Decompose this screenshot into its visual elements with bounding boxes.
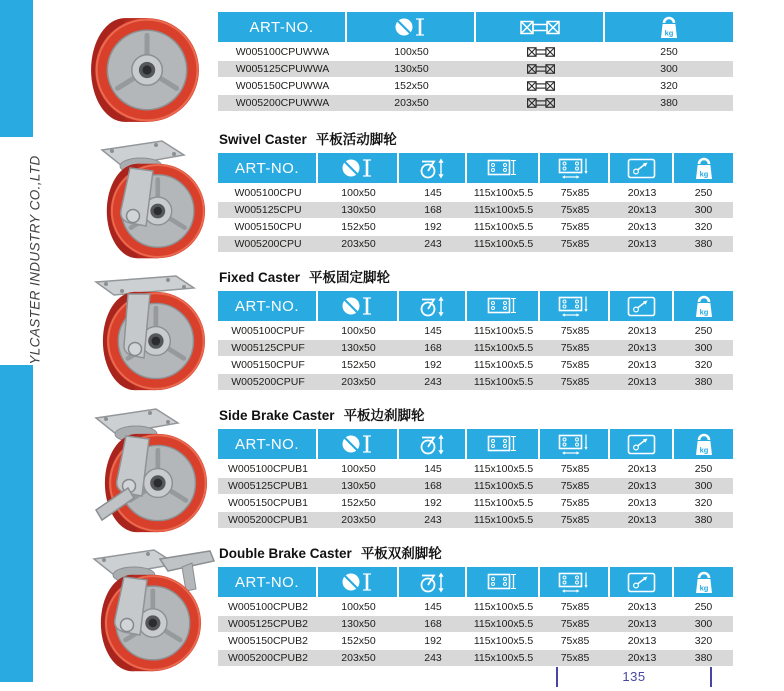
cell-value: 130x50 (318, 616, 399, 633)
section-title-en: Fixed Caster (219, 270, 301, 285)
product-images-column (82, 0, 218, 682)
cell-art-no: W005150CPUWWA (218, 78, 347, 95)
wheel-size-icon (318, 153, 399, 185)
cell-value: 20x13 (610, 633, 674, 650)
cell-value: 20x13 (610, 374, 674, 391)
swivel-caster-table (218, 153, 733, 253)
product-image-pu-wheel (91, 18, 199, 122)
section-side-brake-caster (218, 407, 733, 529)
cell-value: 145 (399, 461, 467, 478)
cell-value: 130x50 (347, 61, 476, 78)
mounting-height-icon (399, 567, 467, 599)
cell-value: 203x50 (318, 374, 399, 391)
cell-value: 20x13 (610, 202, 674, 219)
cell-art-no: W005200CPUWWA (218, 95, 347, 112)
cell-value: 203x50 (347, 95, 476, 112)
table-row (218, 374, 733, 391)
cell-value: 115x100x5.5 (467, 650, 540, 667)
cell-value: 115x100x5.5 (467, 185, 540, 202)
cell-art-no: W005125CPUF (218, 340, 318, 357)
bearing-icon (476, 12, 605, 44)
cell-value: 115x100x5.5 (467, 340, 540, 357)
table-row (218, 478, 733, 495)
cell-value: 20x13 (610, 599, 674, 616)
table-row (218, 61, 733, 78)
table-row (218, 357, 733, 374)
cell-art-no: W005125CPU (218, 202, 318, 219)
cell-art-no: W005150CPU (218, 219, 318, 236)
table-row (218, 512, 733, 529)
cell-value: 250 (674, 185, 733, 202)
cell-art-no: W005200CPUF (218, 374, 318, 391)
svg-text:kg: kg (699, 169, 708, 178)
wheel-size-icon (318, 429, 399, 461)
art-no-header: ART-NO. (218, 12, 347, 44)
dimension-value: 135 (622, 669, 646, 684)
cell-value: 75x85 (540, 461, 610, 478)
cell-value: 320 (605, 78, 733, 95)
cell-value: 20x13 (610, 461, 674, 478)
catalog-content (218, 0, 733, 682)
cell-value: 75x85 (540, 202, 610, 219)
cell-value: 320 (674, 495, 733, 512)
table-row (218, 323, 733, 340)
cell-value: 203x50 (318, 512, 399, 529)
wheel-size-icon (318, 567, 399, 599)
table-row (218, 616, 733, 633)
wheel-size-icon (318, 291, 399, 323)
cell-value: 243 (399, 374, 467, 391)
cell-value: 130x50 (318, 202, 399, 219)
bolt-hole-spacing-icon (540, 567, 610, 599)
cell-art-no: W005125CPUB1 (218, 478, 318, 495)
section-title-en: Side Brake Caster (219, 408, 335, 423)
cell-value: 320 (674, 357, 733, 374)
dimension-tick-left (556, 667, 558, 687)
table-row (218, 219, 733, 236)
cell-value: 250 (674, 599, 733, 616)
plate-size-icon (467, 153, 540, 185)
cell-value: 380 (674, 236, 733, 253)
cell-value: 75x85 (540, 512, 610, 529)
cell-value: 20x13 (610, 185, 674, 202)
cell-value: 115x100x5.5 (467, 599, 540, 616)
product-image-fixed-caster (96, 276, 205, 390)
cell-value: 152x50 (347, 78, 476, 95)
wheel-size-icon (347, 12, 476, 44)
svg-text:kg: kg (664, 28, 674, 37)
bolt-hole-size-icon (610, 567, 674, 599)
cell-value: 168 (399, 616, 467, 633)
cell-value: 115x100x5.5 (467, 202, 540, 219)
cell-value: 75x85 (540, 323, 610, 340)
cell-value: 75x85 (540, 374, 610, 391)
table-header-row (218, 153, 733, 185)
cell-value: 203x50 (318, 236, 399, 253)
cell-bearing-glyph (476, 78, 605, 95)
art-no-header: ART-NO. (218, 567, 318, 599)
cell-art-no: W005100CPUB2 (218, 599, 318, 616)
cell-value: 20x13 (610, 236, 674, 253)
plate-size-icon (467, 291, 540, 323)
cell-value: 250 (674, 323, 733, 340)
table-header-row (218, 12, 733, 44)
cell-value: 380 (674, 650, 733, 667)
section-title-zh: 平板边刹脚轮 (343, 408, 425, 424)
cell-value: 243 (399, 512, 467, 529)
section-fixed-caster (218, 269, 733, 391)
product-image-side-brake-caster (96, 409, 207, 532)
cell-value: 168 (399, 202, 467, 219)
art-no-header: ART-NO. (218, 291, 318, 323)
cell-art-no: W005100CPUWWA (218, 44, 347, 61)
plate-size-icon (467, 429, 540, 461)
section-title-en: Swivel Caster (219, 132, 307, 147)
bolt-hole-spacing-icon (540, 291, 610, 323)
load-capacity-kg-icon (674, 567, 733, 599)
cell-value: 320 (674, 219, 733, 236)
cell-value: 243 (399, 650, 467, 667)
cell-value: 115x100x5.5 (467, 616, 540, 633)
bearing-glyph (525, 46, 557, 58)
mounting-height-icon (399, 291, 467, 323)
cell-value: 100x50 (318, 185, 399, 202)
bearing-glyph (525, 80, 557, 92)
table-row (218, 340, 733, 357)
dimension-tick-right (710, 667, 712, 687)
cell-value: 100x50 (318, 461, 399, 478)
company-name-vertical: YLCASTER INDUSTRY CO.,LTD (27, 155, 43, 365)
wheel-table-block (218, 12, 733, 112)
cell-value: 130x50 (318, 478, 399, 495)
table-row (218, 650, 733, 667)
left-accent-bar-bottom (0, 365, 33, 682)
cell-value: 20x13 (610, 340, 674, 357)
cell-art-no: W005125CPUWWA (218, 61, 347, 78)
cell-value: 75x85 (540, 633, 610, 650)
cell-value: 380 (605, 95, 733, 112)
mounting-height-icon (399, 429, 467, 461)
left-accent-bar-top (0, 0, 33, 137)
bolt-hole-spacing-icon (540, 153, 610, 185)
bolt-hole-size-icon (610, 429, 674, 461)
cell-value: 115x100x5.5 (467, 374, 540, 391)
cell-art-no: W005200CPU (218, 236, 318, 253)
table-row (218, 495, 733, 512)
cell-value: 115x100x5.5 (467, 236, 540, 253)
cell-value: 75x85 (540, 478, 610, 495)
cell-value: 75x85 (540, 185, 610, 202)
bearing-glyph (525, 97, 557, 109)
cell-value: 75x85 (540, 236, 610, 253)
cell-value: 115x100x5.5 (467, 495, 540, 512)
section-double-brake-caster (218, 545, 733, 667)
cell-art-no: W005100CPUB1 (218, 461, 318, 478)
cell-value: 203x50 (318, 650, 399, 667)
cell-value: 152x50 (318, 495, 399, 512)
table-row (218, 633, 733, 650)
cell-art-no: W005150CPUF (218, 357, 318, 374)
section-title (219, 269, 733, 286)
table-row (218, 202, 733, 219)
cell-value: 75x85 (540, 340, 610, 357)
cell-value: 20x13 (610, 357, 674, 374)
cell-value: 168 (399, 478, 467, 495)
cell-bearing-glyph (476, 95, 605, 112)
bolt-hole-size-icon (610, 291, 674, 323)
load-capacity-kg-icon (674, 291, 733, 323)
fixed-caster-table (218, 291, 733, 391)
cell-value: 250 (674, 461, 733, 478)
cell-value: 75x85 (540, 599, 610, 616)
section-title (219, 407, 733, 424)
cell-value: 152x50 (318, 219, 399, 236)
table-row (218, 236, 733, 253)
cell-value: 300 (674, 340, 733, 357)
table-row (218, 44, 733, 61)
cell-value: 20x13 (610, 495, 674, 512)
product-image-swivel-caster (102, 141, 205, 258)
cell-art-no: W005100CPU (218, 185, 318, 202)
bearing-glyph (525, 63, 557, 75)
cell-value: 75x85 (540, 650, 610, 667)
cell-value: 115x100x5.5 (467, 357, 540, 374)
cell-value: 152x50 (318, 357, 399, 374)
cell-value: 100x50 (318, 323, 399, 340)
cell-value: 243 (399, 236, 467, 253)
svg-text:kg: kg (699, 583, 708, 592)
side-brake-caster-table (218, 429, 733, 529)
cell-value: 192 (399, 219, 467, 236)
table-row (218, 78, 733, 95)
product-image-double-brake-caster (94, 550, 214, 671)
cell-value: 100x50 (347, 44, 476, 61)
cell-bearing-glyph (476, 44, 605, 61)
cell-value: 380 (674, 374, 733, 391)
cell-value: 20x13 (610, 478, 674, 495)
cell-value: 20x13 (610, 512, 674, 529)
load-capacity-kg-icon (674, 429, 733, 461)
cell-art-no: W005200CPUB1 (218, 512, 318, 529)
cell-art-no: W005100CPUF (218, 323, 318, 340)
cell-art-no: W005150CPUB1 (218, 495, 318, 512)
cell-art-no: W005125CPUB2 (218, 616, 318, 633)
art-no-header: ART-NO. (218, 429, 318, 461)
plate-size-icon (467, 567, 540, 599)
section-swivel-caster (218, 131, 733, 253)
cell-value: 115x100x5.5 (467, 323, 540, 340)
cell-value: 192 (399, 633, 467, 650)
cell-value: 115x100x5.5 (467, 219, 540, 236)
dimension-annotation (556, 667, 712, 691)
cell-value: 115x100x5.5 (467, 512, 540, 529)
cell-value: 75x85 (540, 357, 610, 374)
section-title-zh: 平板固定脚轮 (309, 270, 391, 286)
cell-value: 20x13 (610, 616, 674, 633)
table-row (218, 599, 733, 616)
cell-value: 115x100x5.5 (467, 478, 540, 495)
cell-value: 20x13 (610, 323, 674, 340)
cell-value: 145 (399, 323, 467, 340)
table-row (218, 461, 733, 478)
cell-value: 192 (399, 495, 467, 512)
cell-value: 320 (674, 633, 733, 650)
section-title-zh: 平板双刹脚轮 (360, 546, 442, 562)
section-title-en: Double Brake Caster (219, 546, 352, 561)
cell-value: 130x50 (318, 340, 399, 357)
cell-value: 20x13 (610, 650, 674, 667)
cell-value: 145 (399, 185, 467, 202)
cell-value: 75x85 (540, 219, 610, 236)
cell-bearing-glyph (476, 61, 605, 78)
section-title-zh: 平板活动脚轮 (315, 132, 397, 148)
cell-value: 380 (674, 512, 733, 529)
cell-value: 115x100x5.5 (467, 633, 540, 650)
bolt-hole-spacing-icon (540, 429, 610, 461)
cell-value: 250 (605, 44, 733, 61)
table-header-row (218, 291, 733, 323)
load-capacity-kg-icon (605, 12, 733, 44)
cell-value: 300 (605, 61, 733, 78)
cell-value: 115x100x5.5 (467, 461, 540, 478)
cell-value: 20x13 (610, 219, 674, 236)
cell-value: 300 (674, 202, 733, 219)
cell-value: 300 (674, 478, 733, 495)
svg-text:kg: kg (699, 307, 708, 316)
load-capacity-kg-icon (674, 153, 733, 185)
table-row (218, 185, 733, 202)
section-title (219, 545, 733, 562)
cell-value: 192 (399, 357, 467, 374)
cell-value: 75x85 (540, 495, 610, 512)
cell-value: 152x50 (318, 633, 399, 650)
art-no-header: ART-NO. (218, 153, 318, 185)
section-title (219, 131, 733, 148)
table-row (218, 95, 733, 112)
table-header-row (218, 429, 733, 461)
cell-value: 100x50 (318, 599, 399, 616)
mounting-height-icon (399, 153, 467, 185)
cell-value: 300 (674, 616, 733, 633)
cell-art-no: W005150CPUB2 (218, 633, 318, 650)
double-brake-caster-table (218, 567, 733, 667)
bolt-hole-size-icon (610, 153, 674, 185)
wheel-spec-table (218, 12, 733, 112)
table-header-row (218, 567, 733, 599)
cell-value: 75x85 (540, 616, 610, 633)
cell-value: 145 (399, 599, 467, 616)
cell-value: 168 (399, 340, 467, 357)
cell-art-no: W005200CPUB2 (218, 650, 318, 667)
svg-text:kg: kg (699, 445, 708, 454)
